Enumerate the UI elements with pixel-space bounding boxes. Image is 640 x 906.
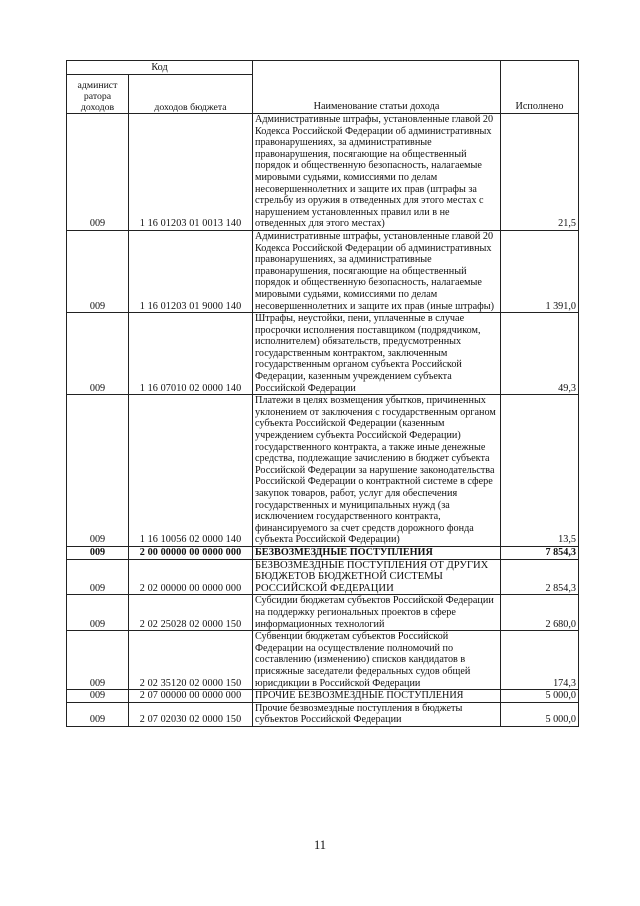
revenue-code-cell: 1 16 01203 01 9000 140 <box>129 230 253 312</box>
kod-header: Код <box>67 61 253 75</box>
table-row <box>67 690 579 703</box>
revenue-code-cell: 2 02 25028 02 0000 150 <box>129 595 253 631</box>
revenue-code-cell: 1 16 10056 02 0000 140 <box>129 395 253 547</box>
revenue-name-cell: БЕЗВОЗМЕЗДНЫЕ ПОСТУПЛЕНИЯ <box>253 546 501 559</box>
revenue-code-cell: 2 00 00000 00 0000 000 <box>129 546 253 559</box>
table-row <box>67 702 579 726</box>
executed-value-cell: 2 854,3 <box>501 559 579 595</box>
executed-value-cell: 5 000,0 <box>501 690 579 703</box>
table-row <box>67 595 579 631</box>
table-row <box>67 559 579 595</box>
budget-revenue-table <box>66 60 579 727</box>
page-number: 11 <box>313 838 327 852</box>
revenue-code-cell: 1 16 01203 01 0013 140 <box>129 114 253 231</box>
revenue-code-cell: 1 16 07010 02 0000 140 <box>129 313 253 395</box>
executed-value-cell: 2 680,0 <box>501 595 579 631</box>
revenue-name-cell: Субвенции бюджетам субъектов Российской Федерации на осуществление полномочий по составлению (изменению) списков кандидатов в присяжные заседатели федеральных судов общей юрисдикции в Российской Федерации <box>253 631 501 690</box>
table-row <box>67 546 579 559</box>
admin-code-cell: 009 <box>67 631 129 690</box>
name-header: Наименование статьи дохода <box>253 61 501 114</box>
executed-value-cell: 7 854,3 <box>501 546 579 559</box>
table-row <box>67 631 579 690</box>
admin-code-cell: 009 <box>67 690 129 703</box>
revenue-name-cell: Платежи в целях возмещения убытков, причиненных уклонением от заключения с государственным органом субъекта Российской Федерации (казенным учреждением субъекта Российской Федерации) государственного контракта, а также иные денежные средства, подлежащие зачислению в бюджет субъекта Российской Федерации за нарушение законодательства Российской Федерации о контрактной системе в сфере закупок товаров, работ, услуг для обеспечения государственных и муниципальных нужд (за исключением государственного контракта, финансируемого за счет средств дорожного фонда субъекта Российской Федерации) <box>253 395 501 547</box>
revenue-name-cell: Административные штрафы, установленные главой 20 Кодекса Российской Федерации об административных правонарушениях, за административные правонарушения, посягающие на общественный порядок и общественную безопасность, налагаемые мировыми судьями, комиссиями по делам несовершеннолетних и защите их прав (штрафы за стрельбу из оружия в отведенных для этого местах с нарушением установленных правил или в не отведенных для этого местах) <box>253 114 501 231</box>
executed-value-cell: 1 391,0 <box>501 230 579 312</box>
admin-code-cell: 009 <box>67 313 129 395</box>
admin-code-cell: 009 <box>67 395 129 547</box>
admin-code-cell: 009 <box>67 595 129 631</box>
revenue-name-cell: БЕЗВОЗМЕЗДНЫЕ ПОСТУПЛЕНИЯ ОТ ДРУГИХ БЮДЖЕТОВ БЮДЖЕТНОЙ СИСТЕМЫ РОССИЙСКОЙ ФЕДЕРАЦИИ <box>253 559 501 595</box>
executed-value-cell: 174,3 <box>501 631 579 690</box>
revenue-code-cell: 2 02 00000 00 0000 000 <box>129 559 253 595</box>
revenue-code-cell: 2 02 35120 02 0000 150 <box>129 631 253 690</box>
table-row <box>67 114 579 231</box>
executed-header: Исполнено <box>501 61 579 114</box>
revenue-code-cell: 2 07 00000 00 0000 000 <box>129 690 253 703</box>
revenue-code-cell: 2 07 02030 02 0000 150 <box>129 702 253 726</box>
admin-code-cell: 009 <box>67 114 129 231</box>
executed-value-cell: 13,5 <box>501 395 579 547</box>
revenue-name-cell: Штрафы, неустойки, пени, уплаченные в случае просрочки исполнения поставщиком (подрядчиком, исполнителем) обязательств, предусмотренных государственным контрактом, заключенным государственным органом субъекта Российской Федерации, казенным учреждением субъекта Российской Федерации <box>253 313 501 395</box>
table-row <box>67 395 579 547</box>
executed-value-cell: 49,3 <box>501 313 579 395</box>
budget-table-page <box>66 60 578 727</box>
table-row <box>67 230 579 312</box>
table-body <box>67 114 579 727</box>
revenue-name-cell: Прочие безвозмездные поступления в бюджеты субъектов Российской Федерации <box>253 702 501 726</box>
revenue-name-cell: Административные штрафы, установленные главой 20 Кодекса Российской Федерации об административных правонарушениях, за административные правонарушения, посягающие на общественный порядок и общественную безопасность, налагаемые мировыми судьями, комиссиями по делам несовершеннолетних и защите их прав (иные штрафы) <box>253 230 501 312</box>
executed-value-cell: 5 000,0 <box>501 702 579 726</box>
executed-value-cell: 21,5 <box>501 114 579 231</box>
admin-code-cell: 009 <box>67 702 129 726</box>
revenue-name-cell: ПРОЧИЕ БЕЗВОЗМЕЗДНЫЕ ПОСТУПЛЕНИЯ <box>253 690 501 703</box>
revenue-code-header: доходов бюджета <box>129 75 253 114</box>
admin-code-cell: 009 <box>67 559 129 595</box>
admin-code-cell: 009 <box>67 546 129 559</box>
admin-header: админист ратора доходов <box>67 75 129 114</box>
revenue-name-cell: Субсидии бюджетам субъектов Российской Федерации на поддержку региональных проектов в сфере информационных технологий <box>253 595 501 631</box>
table-row <box>67 313 579 395</box>
admin-code-cell: 009 <box>67 230 129 312</box>
